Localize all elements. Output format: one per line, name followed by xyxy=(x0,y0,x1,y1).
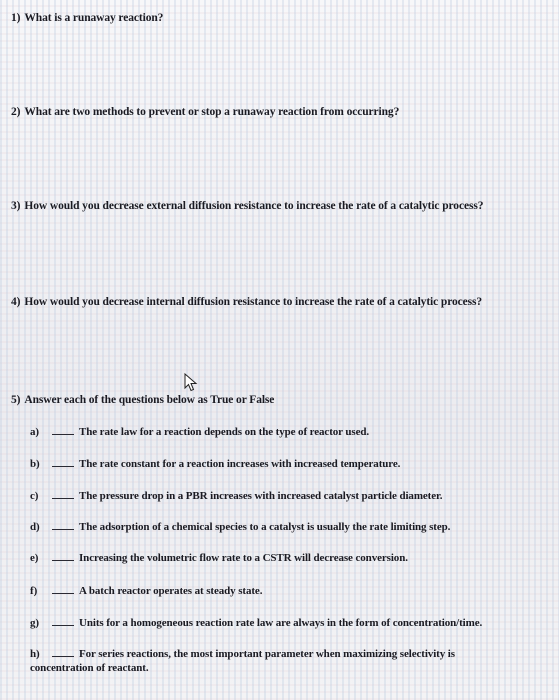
item-letter: a) xyxy=(30,426,39,438)
question-text: How would you decrease external diffusion resistance to increase the rate of a catalytic process? xyxy=(24,200,484,212)
question-1 xyxy=(11,12,163,24)
answer-blank[interactable] xyxy=(52,528,74,530)
question-number: 1) xyxy=(11,12,21,24)
question-text: Answer each of the questions below as True or False xyxy=(24,394,275,406)
item-letter: d) xyxy=(30,521,40,533)
answer-blank[interactable] xyxy=(52,592,74,594)
item-statement: Increasing the volumetric flow rate to a CSTR will decrease conversion. xyxy=(79,552,408,564)
item-letter: f) xyxy=(30,585,38,597)
item-statement: For series reactions, the most important parameter when maximizing selectivity is xyxy=(79,648,455,660)
true-false-item-a xyxy=(30,426,369,438)
true-false-item-d xyxy=(30,521,450,533)
item-letter: e) xyxy=(30,552,39,564)
answer-blank[interactable] xyxy=(52,433,74,435)
question-number: 4) xyxy=(11,296,21,308)
question-2 xyxy=(11,106,399,118)
question-4 xyxy=(11,296,482,308)
true-false-item-h xyxy=(30,648,455,674)
question-number: 5) xyxy=(11,394,21,406)
question-text: What are two methods to prevent or stop a runaway reaction from occurring? xyxy=(24,106,400,118)
true-false-item-c xyxy=(30,490,442,502)
answer-blank[interactable] xyxy=(52,465,74,467)
question-3 xyxy=(11,200,483,212)
question-5 xyxy=(11,394,274,406)
item-letter: c) xyxy=(30,490,39,502)
answer-blank[interactable] xyxy=(52,497,74,499)
item-letter: h) xyxy=(30,648,40,660)
true-false-item-f xyxy=(30,585,262,597)
item-statement: The adsorption of a chemical species to a catalyst is usually the rate limiting step. xyxy=(79,521,451,533)
item-statement-continuation: concentration of reactant. xyxy=(30,662,149,674)
answer-blank[interactable] xyxy=(52,624,74,626)
answer-blank[interactable] xyxy=(52,559,74,561)
true-false-item-g xyxy=(30,617,482,629)
true-false-item-b xyxy=(30,458,400,470)
item-letter: g) xyxy=(30,617,39,629)
true-false-item-e xyxy=(30,552,408,564)
answer-blank[interactable] xyxy=(52,655,74,657)
item-statement: The rate constant for a reaction increases with increased temperature. xyxy=(79,458,401,470)
item-statement: The pressure drop in a PBR increases with increased catalyst particle diameter. xyxy=(79,490,443,502)
question-number: 3) xyxy=(11,200,21,212)
question-text: What is a runaway reaction? xyxy=(24,12,164,24)
item-statement: A batch reactor operates at steady state. xyxy=(79,585,263,597)
item-statement: Units for a homogeneous reaction rate law are always in the form of concentration/time. xyxy=(79,617,483,629)
question-number: 2) xyxy=(11,106,21,118)
item-statement: The rate law for a reaction depends on the type of reactor used. xyxy=(79,426,370,438)
item-letter: b) xyxy=(30,458,40,470)
pointer-cursor-icon xyxy=(184,373,200,393)
question-text: How would you decrease internal diffusion resistance to increase the rate of a catalytic process? xyxy=(24,296,483,308)
